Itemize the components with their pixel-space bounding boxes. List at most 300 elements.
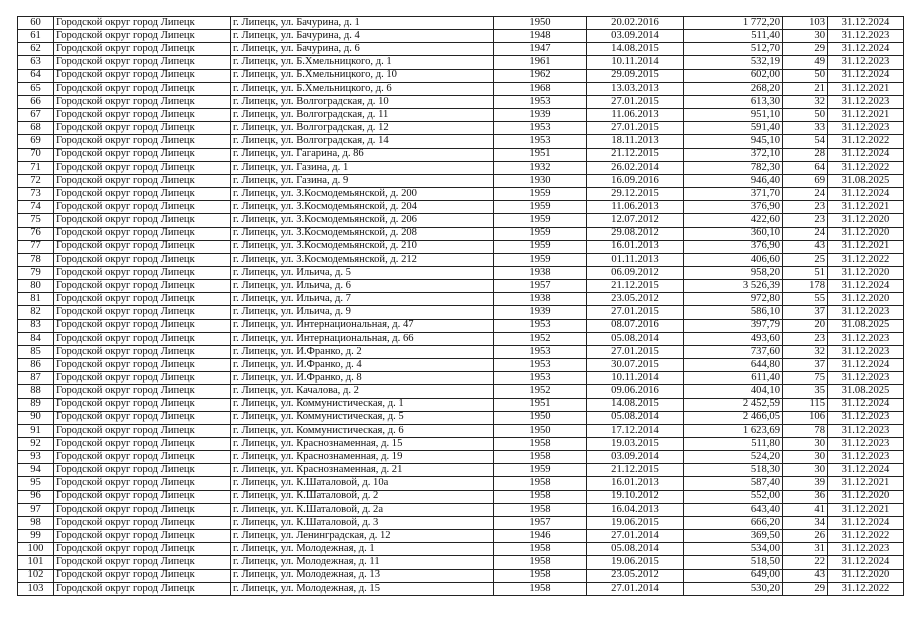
- district-cell: Городской округ город Липецк: [54, 451, 231, 464]
- table-row: [18, 135, 904, 148]
- build-year-cell: 1938: [494, 293, 587, 306]
- row-number-cell: 72: [18, 174, 54, 187]
- row-number-cell: 62: [18, 43, 54, 56]
- build-year-cell: 1958: [494, 490, 587, 503]
- address-cell: г. Липецк, ул. З.Космодемьянской, д. 200: [231, 188, 494, 201]
- date-cell: 01.11.2013: [587, 253, 684, 266]
- area-cell: 586,10: [684, 306, 783, 319]
- district-cell: Городской округ город Липецк: [54, 17, 231, 30]
- address-cell: г. Липецк, ул. Ильича, д. 5: [231, 266, 494, 279]
- table-row: [18, 266, 904, 279]
- date-cell: 12.07.2012: [587, 214, 684, 227]
- area-cell: 587,40: [684, 477, 783, 490]
- row-number-cell: 70: [18, 148, 54, 161]
- count-cell: 55: [783, 293, 828, 306]
- table-row: [18, 516, 904, 529]
- area-cell: 406,60: [684, 253, 783, 266]
- date-cell: 23.05.2012: [587, 293, 684, 306]
- address-cell: г. Липецк, ул. Качалова, д. 2: [231, 385, 494, 398]
- address-cell: г. Липецк, ул. Волгоградская, д. 12: [231, 122, 494, 135]
- count-cell: 43: [783, 240, 828, 253]
- table-body: [18, 17, 904, 596]
- area-cell: 518,50: [684, 556, 783, 569]
- build-year-cell: 1968: [494, 82, 587, 95]
- build-year-cell: 1958: [494, 582, 587, 595]
- address-cell: г. Липецк, ул. Коммунистическая, д. 6: [231, 424, 494, 437]
- due-date-cell: 31.12.2022: [828, 161, 904, 174]
- count-cell: 41: [783, 503, 828, 516]
- build-year-cell: 1959: [494, 188, 587, 201]
- count-cell: 21: [783, 82, 828, 95]
- area-cell: 958,20: [684, 266, 783, 279]
- build-year-cell: 1932: [494, 161, 587, 174]
- table-row: [18, 293, 904, 306]
- area-cell: 512,70: [684, 43, 783, 56]
- district-cell: Городской округ город Липецк: [54, 359, 231, 372]
- area-cell: 372,10: [684, 148, 783, 161]
- date-cell: 27.01.2015: [587, 345, 684, 358]
- row-number-cell: 82: [18, 306, 54, 319]
- area-cell: 591,40: [684, 122, 783, 135]
- address-cell: г. Липецк, ул. Б.Хмельницкого, д. 1: [231, 56, 494, 69]
- address-cell: г. Липецк, ул. Ильича, д. 9: [231, 306, 494, 319]
- row-number-cell: 85: [18, 345, 54, 358]
- row-number-cell: 90: [18, 411, 54, 424]
- date-cell: 05.08.2014: [587, 543, 684, 556]
- count-cell: 69: [783, 174, 828, 187]
- build-year-cell: 1953: [494, 359, 587, 372]
- count-cell: 37: [783, 359, 828, 372]
- table-row: [18, 240, 904, 253]
- area-cell: 404,10: [684, 385, 783, 398]
- area-cell: 649,00: [684, 569, 783, 582]
- build-year-cell: 1947: [494, 43, 587, 56]
- build-year-cell: 1953: [494, 345, 587, 358]
- table-row: [18, 17, 904, 30]
- address-cell: г. Липецк, ул. И.Франко, д. 4: [231, 359, 494, 372]
- row-number-cell: 100: [18, 543, 54, 556]
- build-year-cell: 1951: [494, 148, 587, 161]
- due-date-cell: 31.12.2024: [828, 17, 904, 30]
- district-cell: Городской округ город Липецк: [54, 490, 231, 503]
- district-cell: Городской округ город Липецк: [54, 345, 231, 358]
- build-year-cell: 1952: [494, 385, 587, 398]
- due-date-cell: 31.12.2024: [828, 556, 904, 569]
- table-row: [18, 43, 904, 56]
- address-cell: г. Липецк, ул. З.Космодемьянской, д. 212: [231, 253, 494, 266]
- build-year-cell: 1959: [494, 240, 587, 253]
- row-number-cell: 71: [18, 161, 54, 174]
- build-year-cell: 1930: [494, 174, 587, 187]
- build-year-cell: 1958: [494, 503, 587, 516]
- area-cell: 611,40: [684, 372, 783, 385]
- date-cell: 05.08.2014: [587, 411, 684, 424]
- count-cell: 32: [783, 345, 828, 358]
- count-cell: 178: [783, 280, 828, 293]
- row-number-cell: 101: [18, 556, 54, 569]
- district-cell: Городской округ город Липецк: [54, 556, 231, 569]
- table-row: [18, 280, 904, 293]
- date-cell: 27.01.2014: [587, 530, 684, 543]
- table-row: [18, 490, 904, 503]
- table-row: [18, 582, 904, 595]
- count-cell: 31: [783, 543, 828, 556]
- build-year-cell: 1953: [494, 372, 587, 385]
- due-date-cell: 31.12.2023: [828, 411, 904, 424]
- build-year-cell: 1958: [494, 477, 587, 490]
- date-cell: 26.02.2014: [587, 161, 684, 174]
- table-row: [18, 214, 904, 227]
- district-cell: Городской округ город Липецк: [54, 161, 231, 174]
- date-cell: 20.02.2016: [587, 17, 684, 30]
- table-row: [18, 503, 904, 516]
- address-cell: г. Липецк, ул. Б.Хмельницкого, д. 10: [231, 69, 494, 82]
- address-cell: г. Липецк, ул. З.Космодемьянской, д. 204: [231, 201, 494, 214]
- table-row: [18, 451, 904, 464]
- date-cell: 10.11.2014: [587, 372, 684, 385]
- due-date-cell: 31.12.2023: [828, 345, 904, 358]
- row-number-cell: 78: [18, 253, 54, 266]
- table-row: [18, 424, 904, 437]
- address-cell: г. Липецк, ул. Бачурина, д. 1: [231, 17, 494, 30]
- row-number-cell: 76: [18, 227, 54, 240]
- due-date-cell: 31.12.2023: [828, 332, 904, 345]
- row-number-cell: 74: [18, 201, 54, 214]
- district-cell: Городской округ город Липецк: [54, 293, 231, 306]
- build-year-cell: 1939: [494, 306, 587, 319]
- district-cell: Городской округ город Липецк: [54, 503, 231, 516]
- date-cell: 19.10.2012: [587, 490, 684, 503]
- area-cell: 518,30: [684, 464, 783, 477]
- build-year-cell: 1958: [494, 438, 587, 451]
- due-date-cell: 31.12.2021: [828, 503, 904, 516]
- count-cell: 23: [783, 201, 828, 214]
- due-date-cell: 31.12.2020: [828, 227, 904, 240]
- area-cell: 613,30: [684, 95, 783, 108]
- row-number-cell: 61: [18, 30, 54, 43]
- build-year-cell: 1952: [494, 332, 587, 345]
- build-year-cell: 1962: [494, 69, 587, 82]
- area-cell: 552,00: [684, 490, 783, 503]
- date-cell: 21.12.2015: [587, 464, 684, 477]
- district-cell: Городской округ город Липецк: [54, 148, 231, 161]
- date-cell: 14.08.2015: [587, 43, 684, 56]
- row-number-cell: 95: [18, 477, 54, 490]
- build-year-cell: 1959: [494, 201, 587, 214]
- build-year-cell: 1958: [494, 543, 587, 556]
- row-number-cell: 64: [18, 69, 54, 82]
- area-cell: 972,80: [684, 293, 783, 306]
- row-number-cell: 84: [18, 332, 54, 345]
- address-cell: г. Липецк, ул. Интернациональная, д. 66: [231, 332, 494, 345]
- count-cell: 36: [783, 490, 828, 503]
- count-cell: 103: [783, 17, 828, 30]
- area-cell: 268,20: [684, 82, 783, 95]
- due-date-cell: 31.12.2024: [828, 516, 904, 529]
- date-cell: 18.11.2013: [587, 135, 684, 148]
- date-cell: 09.06.2016: [587, 385, 684, 398]
- count-cell: 30: [783, 438, 828, 451]
- due-date-cell: 31.12.2022: [828, 582, 904, 595]
- due-date-cell: 31.12.2022: [828, 135, 904, 148]
- build-year-cell: 1958: [494, 556, 587, 569]
- due-date-cell: 31.12.2022: [828, 530, 904, 543]
- row-number-cell: 68: [18, 122, 54, 135]
- row-number-cell: 60: [18, 17, 54, 30]
- area-cell: 511,80: [684, 438, 783, 451]
- address-cell: г. Липецк, ул. Коммунистическая, д. 5: [231, 411, 494, 424]
- address-cell: г. Липецк, ул. И.Франко, д. 8: [231, 372, 494, 385]
- table-row: [18, 253, 904, 266]
- table-row: [18, 464, 904, 477]
- area-cell: 2 452,59: [684, 398, 783, 411]
- district-cell: Городской округ город Липецк: [54, 398, 231, 411]
- area-cell: 3 526,39: [684, 280, 783, 293]
- district-cell: Городской округ город Липецк: [54, 438, 231, 451]
- district-cell: Городской округ город Липецк: [54, 319, 231, 332]
- due-date-cell: 31.08.2025: [828, 174, 904, 187]
- due-date-cell: 31.12.2023: [828, 122, 904, 135]
- housing-registry-table: [17, 16, 904, 596]
- build-year-cell: 1953: [494, 95, 587, 108]
- count-cell: 50: [783, 69, 828, 82]
- area-cell: 602,00: [684, 69, 783, 82]
- date-cell: 10.11.2014: [587, 56, 684, 69]
- due-date-cell: 31.12.2023: [828, 424, 904, 437]
- build-year-cell: 1959: [494, 214, 587, 227]
- address-cell: г. Липецк, ул. Волгоградская, д. 10: [231, 95, 494, 108]
- count-cell: 49: [783, 56, 828, 69]
- build-year-cell: 1951: [494, 398, 587, 411]
- address-cell: г. Липецк, ул. Волгоградская, д. 11: [231, 109, 494, 122]
- date-cell: 27.01.2014: [587, 582, 684, 595]
- row-number-cell: 73: [18, 188, 54, 201]
- row-number-cell: 86: [18, 359, 54, 372]
- table-row: [18, 227, 904, 240]
- address-cell: г. Липецк, ул. З.Космодемьянской, д. 206: [231, 214, 494, 227]
- area-cell: 643,40: [684, 503, 783, 516]
- table-row: [18, 332, 904, 345]
- table-row: [18, 372, 904, 385]
- district-cell: Городской округ город Липецк: [54, 280, 231, 293]
- count-cell: 30: [783, 30, 828, 43]
- district-cell: Городской округ город Липецк: [54, 240, 231, 253]
- table-row: [18, 174, 904, 187]
- due-date-cell: 31.08.2025: [828, 385, 904, 398]
- district-cell: Городской округ город Липецк: [54, 174, 231, 187]
- district-cell: Городской округ город Липецк: [54, 530, 231, 543]
- count-cell: 43: [783, 569, 828, 582]
- table-row: [18, 530, 904, 543]
- address-cell: г. Липецк, ул. Краснознаменная, д. 15: [231, 438, 494, 451]
- address-cell: г. Липецк, ул. К.Шаталовой, д. 2: [231, 490, 494, 503]
- date-cell: 05.08.2014: [587, 332, 684, 345]
- district-cell: Городской округ город Липецк: [54, 516, 231, 529]
- district-cell: Городской округ город Липецк: [54, 385, 231, 398]
- area-cell: 422,60: [684, 214, 783, 227]
- date-cell: 11.06.2013: [587, 109, 684, 122]
- table-row: [18, 188, 904, 201]
- due-date-cell: 31.12.2021: [828, 82, 904, 95]
- table-row: [18, 359, 904, 372]
- due-date-cell: 31.12.2023: [828, 372, 904, 385]
- due-date-cell: 31.12.2024: [828, 359, 904, 372]
- build-year-cell: 1958: [494, 451, 587, 464]
- address-cell: г. Липецк, ул. Молодежная, д. 13: [231, 569, 494, 582]
- build-year-cell: 1959: [494, 464, 587, 477]
- date-cell: 19.06.2015: [587, 516, 684, 529]
- due-date-cell: 31.12.2021: [828, 240, 904, 253]
- date-cell: 08.07.2016: [587, 319, 684, 332]
- row-number-cell: 67: [18, 109, 54, 122]
- address-cell: г. Липецк, ул. Бачурина, д. 4: [231, 30, 494, 43]
- count-cell: 23: [783, 214, 828, 227]
- table-row: [18, 82, 904, 95]
- due-date-cell: 31.12.2023: [828, 306, 904, 319]
- due-date-cell: 31.12.2024: [828, 280, 904, 293]
- table-row: [18, 306, 904, 319]
- count-cell: 37: [783, 306, 828, 319]
- district-cell: Городской округ город Липецк: [54, 464, 231, 477]
- row-number-cell: 75: [18, 214, 54, 227]
- build-year-cell: 1953: [494, 122, 587, 135]
- table-row: [18, 148, 904, 161]
- row-number-cell: 83: [18, 319, 54, 332]
- due-date-cell: 31.12.2023: [828, 438, 904, 451]
- date-cell: 16.04.2013: [587, 503, 684, 516]
- table-row: [18, 543, 904, 556]
- area-cell: 369,50: [684, 530, 783, 543]
- due-date-cell: 31.12.2021: [828, 201, 904, 214]
- date-cell: 19.06.2015: [587, 556, 684, 569]
- district-cell: Городской округ город Липецк: [54, 424, 231, 437]
- district-cell: Городской округ город Липецк: [54, 69, 231, 82]
- area-cell: 1 772,20: [684, 17, 783, 30]
- district-cell: Городской округ город Липецк: [54, 332, 231, 345]
- count-cell: 30: [783, 464, 828, 477]
- address-cell: г. Липецк, ул. Бачурина, д. 6: [231, 43, 494, 56]
- date-cell: 14.08.2015: [587, 398, 684, 411]
- due-date-cell: 31.12.2023: [828, 95, 904, 108]
- row-number-cell: 89: [18, 398, 54, 411]
- row-number-cell: 94: [18, 464, 54, 477]
- district-cell: Городской округ город Липецк: [54, 227, 231, 240]
- district-cell: Городской округ город Липецк: [54, 30, 231, 43]
- address-cell: г. Липецк, ул. Молодежная, д. 1: [231, 543, 494, 556]
- build-year-cell: 1938: [494, 266, 587, 279]
- due-date-cell: 31.12.2020: [828, 214, 904, 227]
- district-cell: Городской округ город Липецк: [54, 306, 231, 319]
- count-cell: 51: [783, 266, 828, 279]
- row-number-cell: 77: [18, 240, 54, 253]
- row-number-cell: 102: [18, 569, 54, 582]
- date-cell: 29.08.2012: [587, 227, 684, 240]
- row-number-cell: 88: [18, 385, 54, 398]
- count-cell: 33: [783, 122, 828, 135]
- area-cell: 376,90: [684, 240, 783, 253]
- count-cell: 24: [783, 227, 828, 240]
- address-cell: г. Липецк, ул. Краснознаменная, д. 19: [231, 451, 494, 464]
- address-cell: г. Липецк, ул. К.Шаталовой, д. 3: [231, 516, 494, 529]
- count-cell: 78: [783, 424, 828, 437]
- due-date-cell: 31.12.2024: [828, 43, 904, 56]
- count-cell: 24: [783, 188, 828, 201]
- build-year-cell: 1946: [494, 530, 587, 543]
- due-date-cell: 31.08.2025: [828, 319, 904, 332]
- row-number-cell: 87: [18, 372, 54, 385]
- due-date-cell: 31.12.2020: [828, 266, 904, 279]
- due-date-cell: 31.12.2024: [828, 464, 904, 477]
- row-number-cell: 79: [18, 266, 54, 279]
- district-cell: Городской округ город Липецк: [54, 201, 231, 214]
- table-row: [18, 161, 904, 174]
- area-cell: 524,20: [684, 451, 783, 464]
- table-row: [18, 56, 904, 69]
- count-cell: 50: [783, 109, 828, 122]
- area-cell: 945,10: [684, 135, 783, 148]
- count-cell: 34: [783, 516, 828, 529]
- area-cell: 511,40: [684, 30, 783, 43]
- address-cell: г. Липецк, ул. Молодежная, д. 15: [231, 582, 494, 595]
- build-year-cell: 1961: [494, 56, 587, 69]
- due-date-cell: 31.12.2024: [828, 69, 904, 82]
- row-number-cell: 103: [18, 582, 54, 595]
- count-cell: 106: [783, 411, 828, 424]
- date-cell: 16.01.2013: [587, 240, 684, 253]
- address-cell: г. Липецк, ул. К.Шаталовой, д. 2а: [231, 503, 494, 516]
- district-cell: Городской округ город Липецк: [54, 109, 231, 122]
- address-cell: г. Липецк, ул. К.Шаталовой, д. 10а: [231, 477, 494, 490]
- date-cell: 03.09.2014: [587, 30, 684, 43]
- due-date-cell: 31.12.2023: [828, 30, 904, 43]
- area-cell: 782,30: [684, 161, 783, 174]
- row-number-cell: 81: [18, 293, 54, 306]
- build-year-cell: 1948: [494, 30, 587, 43]
- build-year-cell: 1959: [494, 227, 587, 240]
- address-cell: г. Липецк, ул. Ильича, д. 7: [231, 293, 494, 306]
- date-cell: 21.12.2015: [587, 148, 684, 161]
- area-cell: 534,00: [684, 543, 783, 556]
- count-cell: 30: [783, 451, 828, 464]
- table-row: [18, 109, 904, 122]
- row-number-cell: 93: [18, 451, 54, 464]
- date-cell: 11.06.2013: [587, 201, 684, 214]
- district-cell: Городской округ город Липецк: [54, 56, 231, 69]
- address-cell: г. Липецк, ул. Молодежная, д. 11: [231, 556, 494, 569]
- due-date-cell: 31.12.2020: [828, 569, 904, 582]
- due-date-cell: 31.12.2021: [828, 109, 904, 122]
- row-number-cell: 65: [18, 82, 54, 95]
- area-cell: 951,10: [684, 109, 783, 122]
- build-year-cell: 1950: [494, 411, 587, 424]
- count-cell: 25: [783, 253, 828, 266]
- count-cell: 64: [783, 161, 828, 174]
- build-year-cell: 1958: [494, 569, 587, 582]
- row-number-cell: 96: [18, 490, 54, 503]
- area-cell: 530,20: [684, 582, 783, 595]
- row-number-cell: 69: [18, 135, 54, 148]
- due-date-cell: 31.12.2024: [828, 398, 904, 411]
- area-cell: 397,79: [684, 319, 783, 332]
- table-row: [18, 438, 904, 451]
- area-cell: 737,60: [684, 345, 783, 358]
- row-number-cell: 97: [18, 503, 54, 516]
- due-date-cell: 31.12.2020: [828, 490, 904, 503]
- district-cell: Городской округ город Липецк: [54, 582, 231, 595]
- build-year-cell: 1953: [494, 135, 587, 148]
- due-date-cell: 31.12.2020: [828, 293, 904, 306]
- count-cell: 20: [783, 319, 828, 332]
